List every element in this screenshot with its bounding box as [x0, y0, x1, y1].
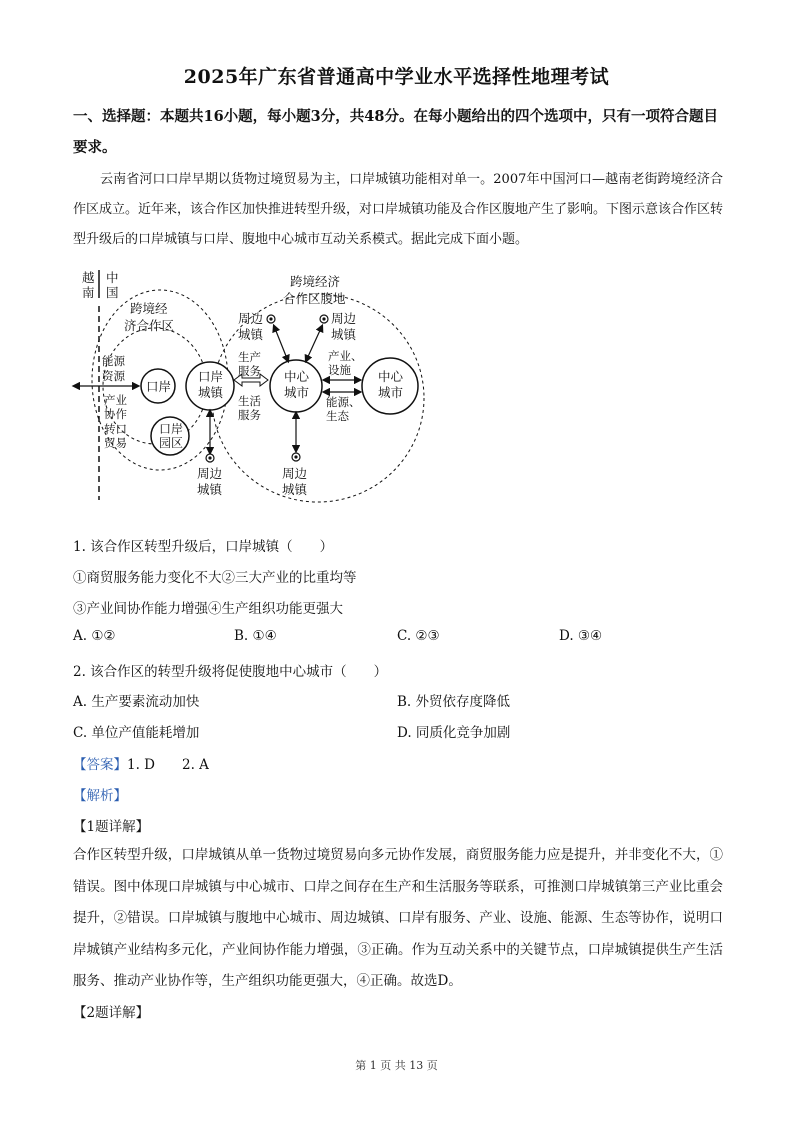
center-town-left-arrow: [274, 326, 288, 361]
industry-label-1: 产业: [104, 393, 127, 407]
energy-label-2: 资源: [102, 369, 125, 383]
zone-label-1: 跨境经: [130, 301, 168, 316]
answer-line: [73, 753, 209, 773]
town-bottom1-label-1: 周边: [197, 466, 223, 481]
detail1-text: 合作区转型升级，口岸城镇从单一货物过境贸易向多元协作发展，商贸服务能力应是提升，并非变化不大，①错误。图中体现口岸城镇与中心城市、口岸之间存在生产和生活服务等联系，可推测口岸城镇第三产业比重会提升，②错误。口岸城镇与腹地中心城市、周边城镇、口岸有服务、产业、设施、能源、生态等协作，说明口岸城镇产业结构多元化，产业间协作能力增强，③正确。作为互动关系中的关键节点，口岸城镇提供生产生活服务、推动产业协作等，生产组织功能更强大，④正确。故选D。: [73, 847, 723, 989]
prod-service-label-2: 服务: [238, 364, 261, 378]
q2-option-b: B. 外贸依存度降低: [397, 694, 511, 710]
ind-facility-label-2: 设施: [328, 363, 351, 377]
energy-label-1: 能源: [102, 354, 125, 368]
town-left-label-2: 城镇: [238, 327, 264, 342]
port-town-label-2: 城镇: [198, 385, 224, 400]
q2-stem: 2. 该合作区的转型升级将促使腹地中心城市（ ）: [73, 664, 388, 680]
town-bottom2-label-2: 城镇: [282, 482, 308, 497]
interaction-diagram: [70, 268, 430, 506]
page-footer: 第 1 页 共 13 页: [355, 1059, 438, 1072]
industry-label-2: 协作: [104, 407, 127, 421]
town-right-label-2: 城镇: [331, 327, 357, 342]
analysis-label: 【解析】: [73, 788, 127, 804]
prod-service-label-1: 生产: [238, 350, 261, 364]
town-bottom1-label-2: 城镇: [197, 482, 223, 497]
intro-paragraph: 云南省河口口岸早期以货物过境贸易为主，口岸城镇功能相对单一。2007年中国河口—越南老街跨境经济合作区成立。近年来，该合作区加快推进转型升级，对口岸城镇功能及合作区腹地产生了影响。下图示意该合作区转型升级后的口岸城镇与口岸、腹地中心城市互动关系模式。据此完成下面小题。: [73, 172, 724, 247]
label-china-text: 中国: [106, 270, 119, 300]
transit-label-1: 转口: [104, 422, 127, 436]
ind-facility-label-1: 产业、: [328, 349, 363, 363]
energy-eco-label-1: 能源、: [326, 395, 361, 409]
hinterland-label-1: 跨境经济: [290, 274, 341, 289]
hinterland-label-2: 合作区腹地: [283, 291, 346, 306]
town-left-label-1: 周边: [238, 311, 264, 326]
detail1-label: 【1题详解】: [73, 819, 150, 835]
q1-option-b: B. ①④: [234, 628, 277, 644]
q2-option-a: A. 生产要素流动加快: [73, 694, 200, 710]
energy-eco-label-2: 生态: [326, 409, 349, 423]
label-vietnam-text: 越南: [82, 270, 95, 300]
center-city2-label-2: 城市: [378, 385, 404, 400]
section-heading: 一、选择题：本题共16小题，每小题3分，共48分。在每小题给出的四个选项中，只有一项符合题目要求。: [73, 108, 718, 156]
life-service-label-1: 生活: [238, 394, 261, 408]
q1-line2: [73, 597, 343, 617]
q1-stem: 1. 该合作区转型升级后，口岸城镇（ ）: [73, 539, 334, 555]
port-town-label-1: 口岸: [198, 369, 224, 384]
port-label: 口岸: [146, 379, 172, 394]
transit-label-2: 贸易: [104, 436, 127, 450]
center-city2-label-1: 中心: [378, 369, 404, 384]
q1-option-c: C. ②③: [397, 628, 440, 644]
answer-label: 【答案】: [73, 757, 127, 773]
q2-option-d: D. 同质化竞争加剧: [397, 725, 511, 741]
center-city-label-2: 城市: [284, 385, 310, 400]
town-bottom2-label-1: 周边: [282, 466, 308, 481]
center-town-right-arrow: [306, 326, 322, 361]
q1-option-d: D. ③④: [559, 628, 603, 644]
answer-text: 1. D 2. A: [127, 757, 209, 773]
page-title: 2025年广东省普通高中学业水平选择性地理考试: [183, 66, 610, 88]
port-park-label-1: 口岸: [159, 422, 184, 436]
town-right-label-1: 周边: [331, 311, 357, 326]
center-city-label-1: 中心: [284, 369, 310, 384]
q1-line2b: 协作能力增强④生产组织功能更强大: [127, 601, 343, 617]
q1-line1: ①商贸服务能力变化不大②三大产业的比重均等: [73, 570, 357, 586]
q1-option-a: A. ①②: [73, 628, 116, 644]
q1-line2a: ③产业间: [73, 601, 127, 617]
port-park-label-2: 园区: [159, 436, 184, 450]
life-service-label-2: 服务: [238, 408, 261, 422]
zone-label-2: 济合作区: [124, 318, 175, 333]
q2-option-c: C. 单位产值能耗增加: [73, 725, 200, 741]
detail2-label: 【2题详解】: [73, 1005, 150, 1021]
